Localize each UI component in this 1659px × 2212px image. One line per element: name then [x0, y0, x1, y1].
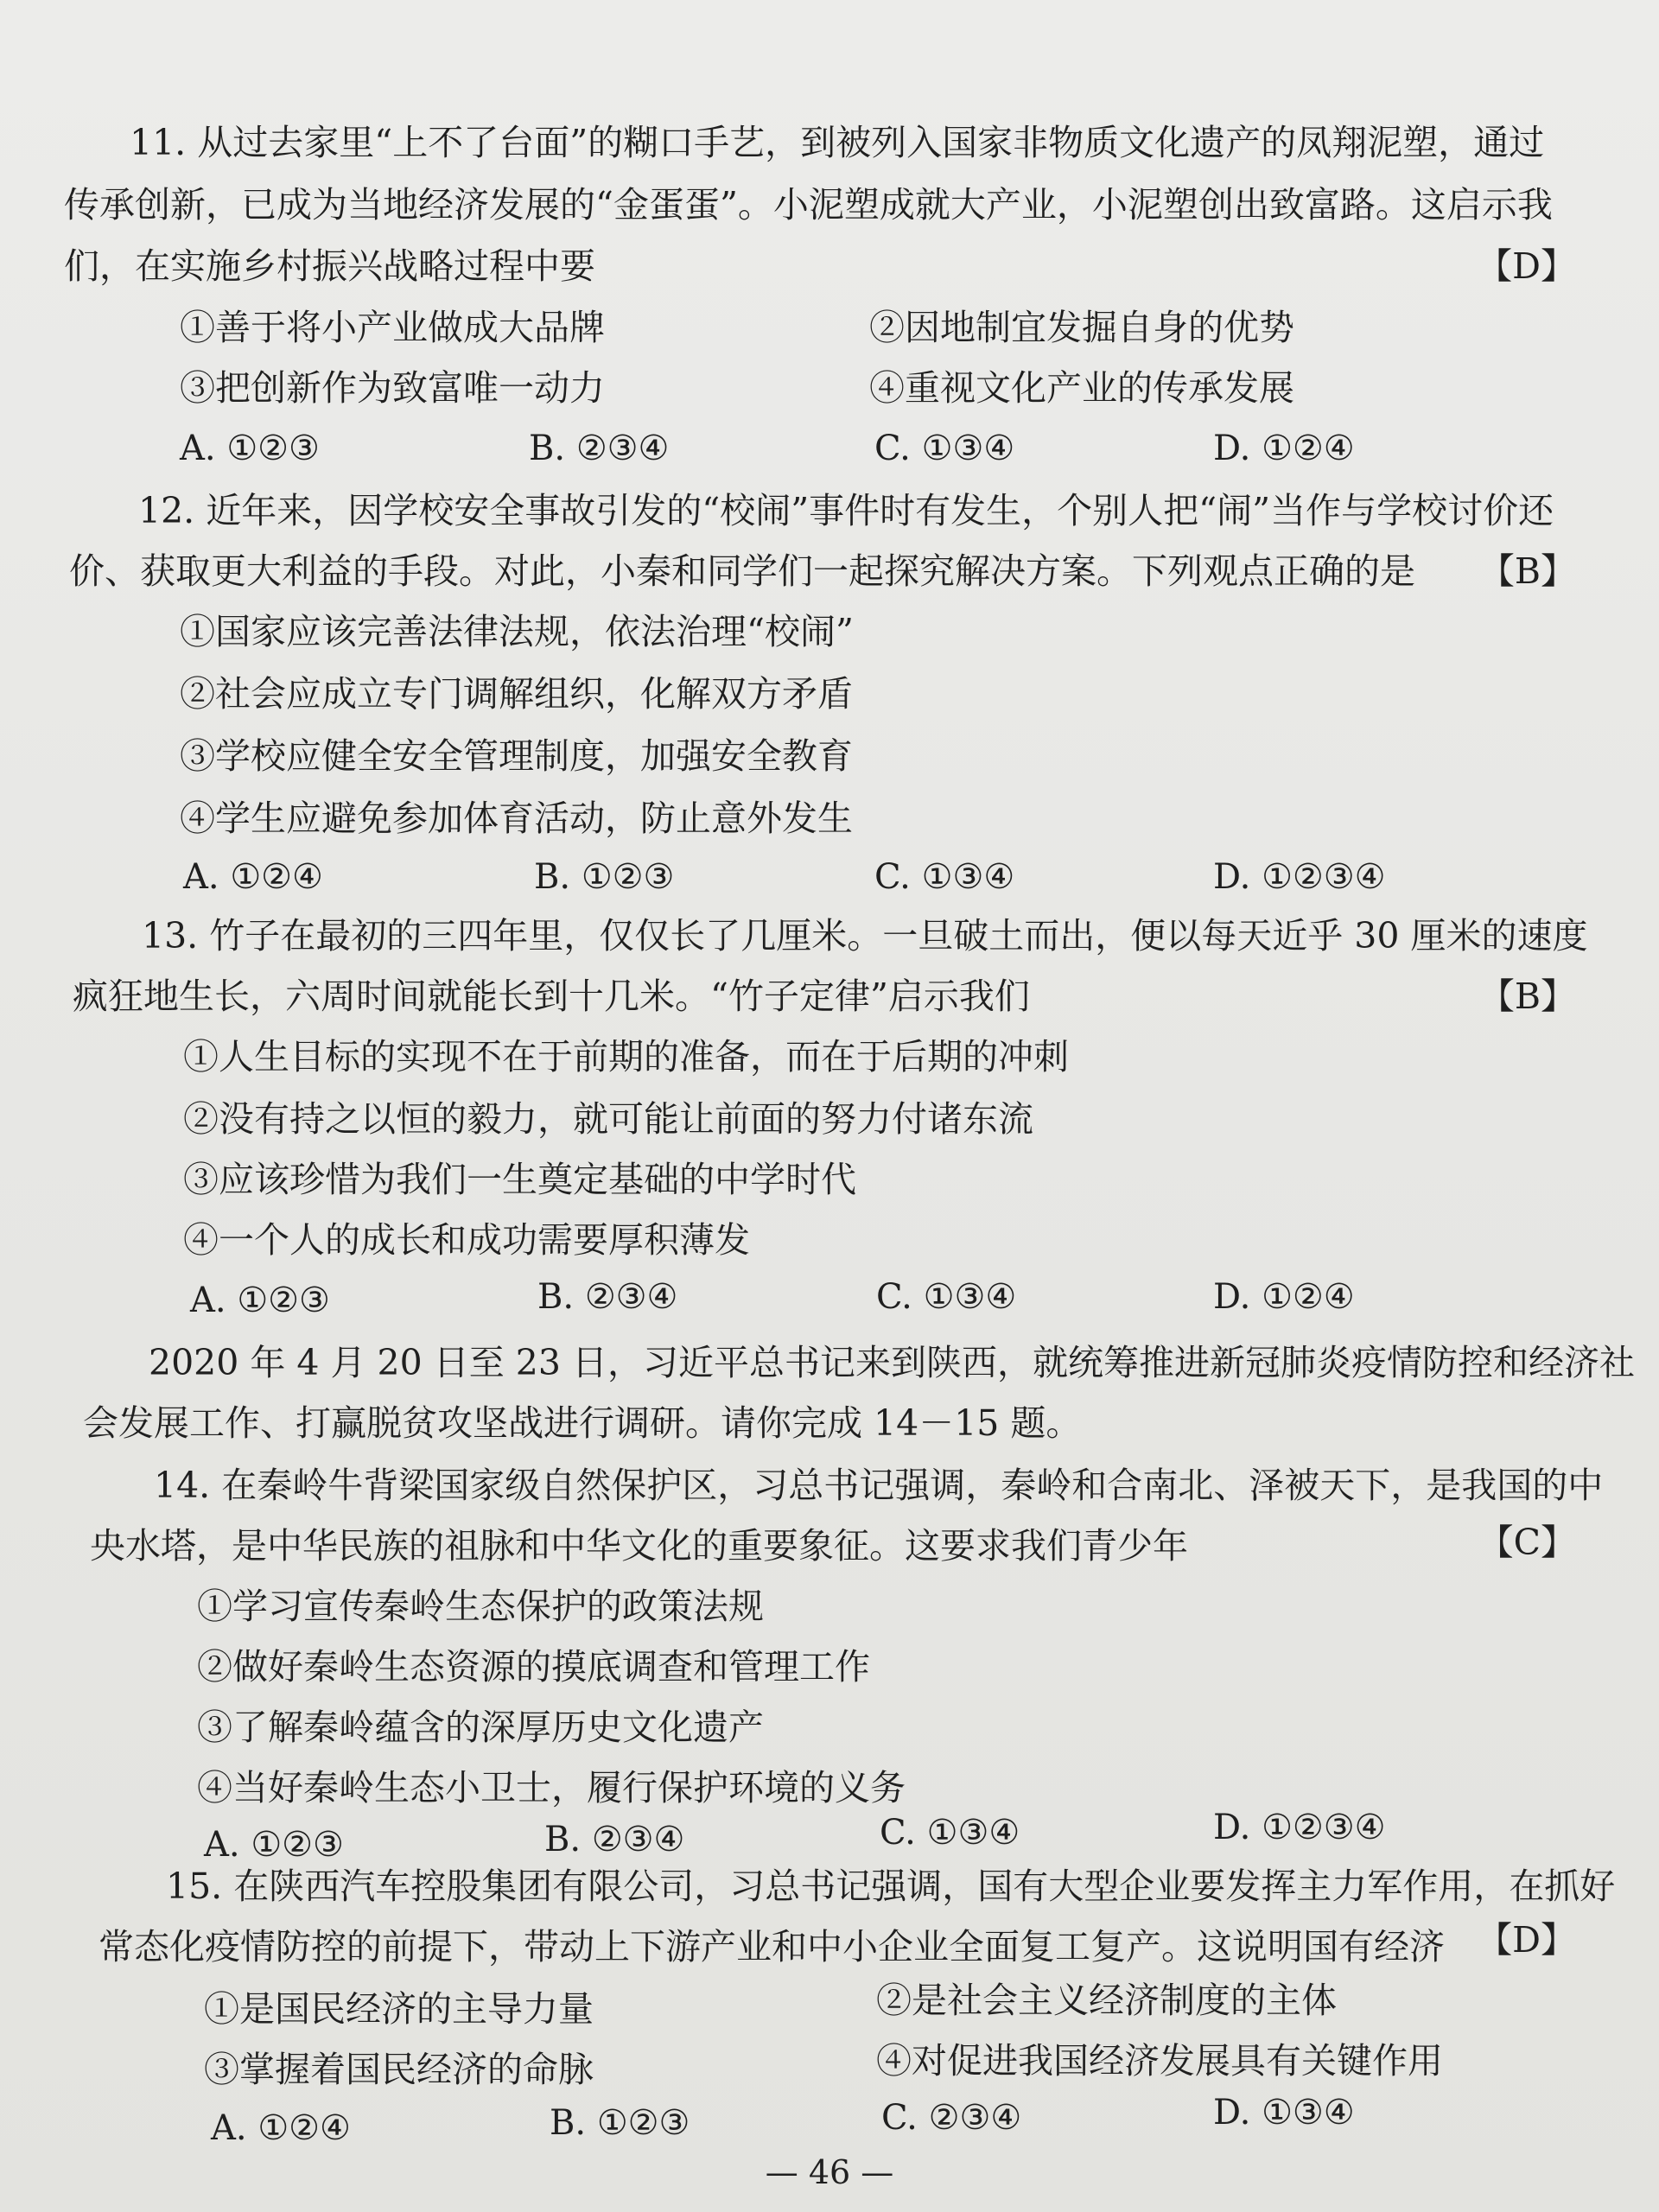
q14-stem-line-1: 14. 在秦岭牛背梁国家级自然保护区，习总书记强调，秦岭和合南北、泽被天下，是我国的中	[154, 1465, 1604, 1506]
q15-choice-a: A. ①②④	[211, 2108, 351, 2148]
q13-choice-c: C. ①③④	[876, 1277, 1017, 1317]
intro-line-1: 2020 年 4 月 20 日至 23 日，习近平总书记来到陕西，就统筹推进新冠肺炎疫情防控和经济社	[149, 1342, 1635, 1383]
q13-choice-d: D. ①②④	[1213, 1277, 1355, 1317]
q12-option-3: ③学校应健全安全管理制度，加强安全教育	[180, 735, 853, 777]
q12-choice-d: D. ①②③④	[1213, 857, 1386, 897]
q15-option-3: ③掌握着国民经济的命脉	[204, 2049, 594, 2090]
q14-option-1: ①学习宣传秦岭生态保护的政策法规	[197, 1586, 764, 1627]
q15-choice-d: D. ①③④	[1213, 2093, 1355, 2133]
q13-option-1: ①人生目标的实现不在于前期的准备，而在于后期的冲刺	[183, 1036, 1069, 1077]
q11-option-3: ③把创新作为致富唯一动力	[180, 367, 605, 409]
q12-option-2: ②社会应成立专门调解组织，化解双方矛盾	[180, 673, 853, 715]
q13-option-2: ②没有持之以恒的毅力，就可能让前面的努力付诸东流	[183, 1098, 1033, 1140]
q15-stem-line-2: 常态化疫情防控的前提下，带动上下游产业和中小企业全面复工复产。这说明国有经济	[99, 1926, 1445, 1967]
q13-stem-line-2: 疯狂地生长，六周时间就能长到十几米。“竹子定律”启示我们	[73, 976, 1030, 1017]
q11-choice-c: C. ①③④	[874, 429, 1015, 468]
q13-option-4: ④一个人的成长和成功需要厚积薄发	[183, 1219, 750, 1261]
q11-stem-line-2: 传承创新，已成为当地经济发展的“金蛋蛋”。小泥塑成就大产业，小泥塑创出致富路。这启示我	[64, 184, 1553, 226]
q13-stem-line-1: 13. 竹子在最初的三四年里，仅仅长了几厘米。一旦破土而出，便以每天近乎 30 厘米的速度	[142, 915, 1588, 957]
q15-option-1: ①是国民经济的主导力量	[204, 1988, 594, 2030]
q12-stem-line-1: 12. 近年来，因学校安全事故引发的“校闹”事件时有发生，个别人把“闹”当作与学校讨价还	[138, 490, 1554, 531]
q13-choice-a: A. ①②③	[190, 1281, 330, 1320]
q15-answer: 【D】	[1477, 1919, 1576, 1961]
q15-stem-line-1: 15. 在陕西汽车控股集团有限公司，习总书记强调，国有大型企业要发挥主力军作用，在抓好	[166, 1866, 1616, 1907]
q15-choice-c: C. ②③④	[881, 2098, 1022, 2138]
q14-choice-a: A. ①②③	[204, 1825, 344, 1865]
q13-choice-b: B. ②③④	[537, 1277, 678, 1317]
q14-choice-d: D. ①②③④	[1213, 1808, 1386, 1847]
intro-line-2: 会发展工作、打赢脱贫攻坚战进行调研。请你完成 14－15 题。	[83, 1402, 1082, 1444]
q14-stem-line-2: 央水塔，是中华民族的祖脉和中华文化的重要象征。这要求我们青少年	[90, 1525, 1188, 1567]
q14-choice-c: C. ①③④	[880, 1813, 1020, 1853]
q11-choice-b: B. ②③④	[529, 429, 670, 468]
q12-choice-a: A. ①②④	[183, 857, 323, 897]
q12-choice-b: B. ①②③	[534, 857, 675, 897]
q15-option-4: ④对促进我国经济发展具有关键作用	[876, 2040, 1443, 2082]
q13-option-3: ③应该珍惜为我们一生奠定基础的中学时代	[183, 1159, 856, 1200]
q11-answer: 【D】	[1477, 245, 1576, 287]
q11-choice-a: A. ①②③	[180, 429, 320, 468]
q11-stem-line-3: 们，在实施乡村振兴战略过程中要	[64, 245, 595, 287]
q11-option-1: ①善于将小产业做成大品牌	[180, 307, 605, 348]
q12-option-1: ①国家应该完善法律法规，依法治理“校闹”	[180, 611, 854, 652]
q11-option-2: ②因地制宜发掘自身的优势	[869, 307, 1294, 348]
q11-choice-d: D. ①②④	[1213, 429, 1355, 468]
q15-option-2: ②是社会主义经济制度的主体	[876, 1980, 1337, 2021]
q11-stem-line-1: 11. 从过去家里“上不了台面”的糊口手艺，到被列入国家非物质文化遗产的凤翔泥塑，通过	[130, 122, 1545, 163]
q13-answer: 【B】	[1478, 976, 1576, 1017]
q12-answer: 【B】	[1478, 550, 1576, 592]
q15-choice-b: B. ①②③	[550, 2103, 690, 2143]
q12-choice-c: C. ①③④	[874, 857, 1015, 897]
q11-option-4: ④重视文化产业的传承发展	[869, 367, 1294, 409]
page-number: — 46 —	[765, 2153, 894, 2191]
q14-answer: 【C】	[1478, 1522, 1576, 1563]
q14-option-4: ④当好秦岭生态小卫士，履行保护环境的义务	[197, 1767, 906, 1808]
q14-option-3: ③了解秦岭蕴含的深厚历史文化遗产	[197, 1707, 764, 1748]
q12-stem-line-2: 价、获取更大利益的手段。对此，小秦和同学们一起探究解决方案。下列观点正确的是	[69, 550, 1415, 592]
q14-option-2: ②做好秦岭生态资源的摸底调查和管理工作	[197, 1646, 870, 1688]
q14-choice-b: B. ②③④	[544, 1820, 685, 1859]
q12-option-4: ④学生应避免参加体育活动，防止意外发生	[180, 798, 853, 839]
